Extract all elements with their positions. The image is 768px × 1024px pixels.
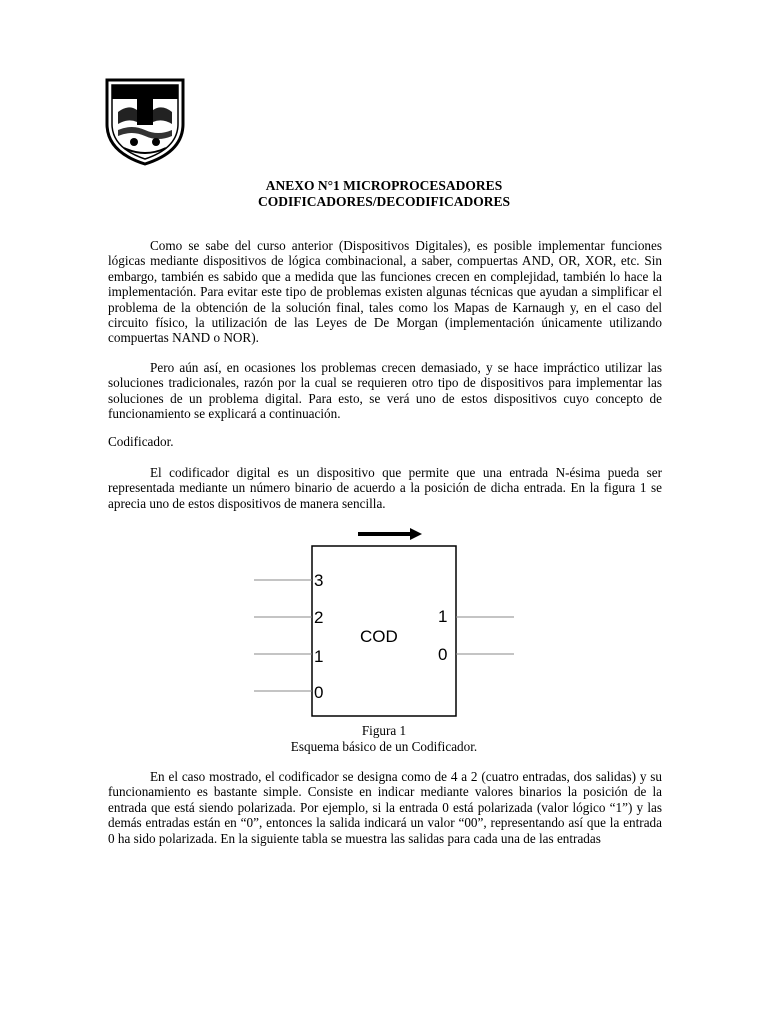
arrow-head	[410, 528, 422, 540]
paragraph-encoder-operation: En el caso mostrado, el codificador se designa como de 4 a 2 (cuatro entradas, dos salidas) y su funcionamiento es bastante simple. Consiste en indicar mediante valores binarios la posición de la entrada que está siendo polarizada. Por ejemplo, si la entrada 0 está polarizada (valor lógico “1”) y las demás entradas están en “0”, entonces la salida indicará un valor “00”, representando así que la entrada 0 ha sido polarizada. En la siguiente tabla se muestra las salidas para cada una de las entradas	[108, 769, 662, 846]
input-label-3: 3	[314, 571, 324, 590]
encoder-block-diagram	[252, 524, 516, 720]
input-label-2: 2	[314, 608, 324, 627]
document-title-line1: ANEXO N°1 MICROPROCESADORES	[265, 178, 503, 193]
figure-caption-text: Esquema básico de un Codificador.	[290, 739, 478, 754]
section-heading-codificador: Codificador.	[108, 434, 174, 449]
paragraph-encoder-definition: El codificador digital es un dispositivo que permite que una entrada N-ésima pueda ser representada mediante un número binario de acuerdo a la posición de dicha entrada. En la figura 1 se aprecia uno de estos dispositivos de manera sencilla.	[108, 465, 662, 511]
output-label-1: 1	[438, 607, 448, 626]
output-label-0: 0	[438, 645, 448, 664]
input-label-0: 0	[314, 683, 324, 702]
paragraph-motivation: Pero aún así, en ocasiones los problemas crecen demasiado, y se hace impráctico utilizar las soluciones tradicionales, razón por la cual se requieren otro tipo de dispositivos para implementar las soluciones de un problema digital. Para esto, se verá uno de estos dispositivos cuyo concepto de funcionamiento se explicará a continuación.	[108, 360, 662, 422]
block-label: COD	[360, 627, 398, 646]
document-title-line2: CODIFICADORES/DECODIFICADORES	[257, 194, 511, 209]
university-crest-logo	[104, 78, 186, 166]
input-label-1: 1	[314, 647, 324, 666]
paragraph-intro: Como se sabe del curso anterior (Dispositivos Digitales), es posible implementar funciones lógicas mediante dispositivos de lógica combinacional, a saber, compuertas AND, OR, XOR, etc. Sin embargo, también es sabido que a medida que las funciones crecen en complejidad, también lo hace la implementación. Para evitar este tipo de problemas existen algunas técnicas que ayudan a simplificar el problema de la obtención de la solución final, tales como los Mapas de Karnaugh y, en el caso del circuito físico, la utilización de las Leyes de De Morgan (implementación únicamente utilizando compuertas NAND o NOR).	[108, 238, 662, 346]
figure-caption-number: Figura 1	[361, 723, 407, 738]
